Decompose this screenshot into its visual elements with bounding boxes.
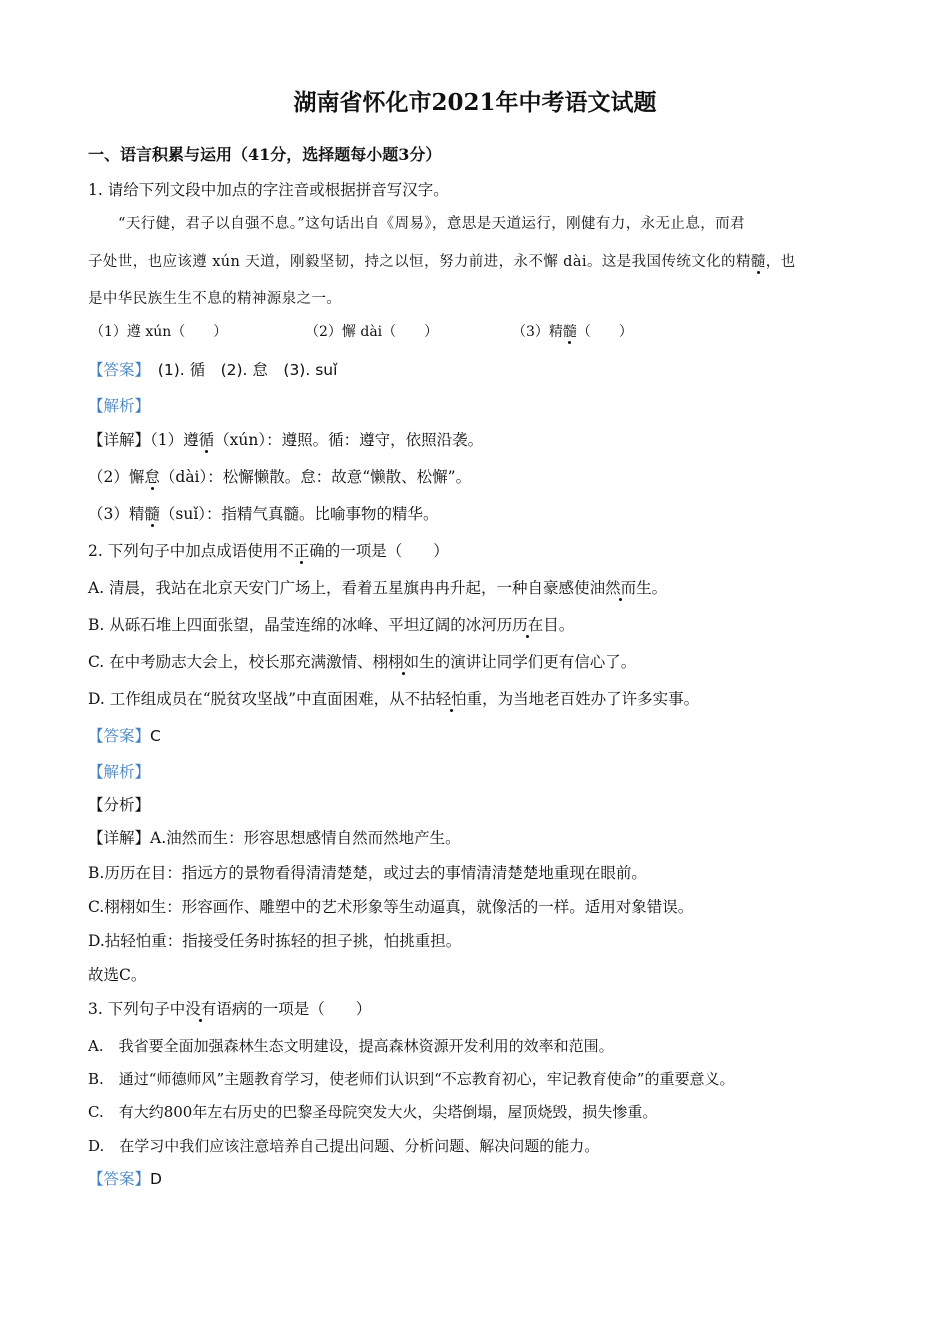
item-text: （3）精	[512, 324, 563, 340]
detail-text: 【详解】（1）遵	[88, 431, 199, 449]
q1-passage-line-2	[88, 252, 796, 272]
q2-stem	[88, 541, 449, 561]
dotted-phrase: 栩栩如生	[372, 653, 435, 671]
option-text: B. 从砾石堆上四面张望，晶莹连绵的冰峰、平坦辽阔的冰河	[88, 616, 497, 634]
option-text: 。	[651, 579, 668, 597]
q1-item-3	[512, 322, 633, 342]
q1-detail-1	[88, 430, 483, 450]
q2-option-a	[88, 578, 667, 598]
dotted-char: 髓	[562, 324, 577, 340]
option-text: 的演讲让同学们更有信心了。	[434, 653, 637, 671]
q3-option-d: D. 在学习中我们应该注意培养自己提出问题、分析问题、解决问题的能力。	[88, 1137, 600, 1155]
q3-option-a: A. 我省要全面加强森林生态文明建设，提高森林资源开发利用的效率和范围。	[88, 1037, 614, 1055]
q2-option-d	[88, 689, 699, 709]
dotted-phrase: 没有	[185, 1000, 217, 1018]
item-text: （ ）	[576, 324, 633, 340]
section-heading: 一、语言积累与运用（41分，选择题每小题3分）	[88, 145, 442, 164]
q2-option-c	[88, 652, 636, 672]
q1-item-1: （1）遵 xún（ ）	[90, 324, 228, 340]
dotted-char: 髓	[144, 505, 160, 523]
detail-text: （3）精	[88, 505, 145, 523]
q2-detail-d: D.拈轻怕重：指接受任务时拣轻的担子挑，怕挑重担。	[88, 932, 462, 950]
dotted-phrase: 油然而生	[589, 579, 652, 597]
option-text: D. 工作组成员在“脱贫攻坚战”中直面困难，从不	[88, 690, 421, 708]
passage-text: 子处世，也应该遵 xún 天道，刚毅坚韧，持之以恒，努力前进，永不懈 dài。这是我国传统文化的精	[88, 254, 751, 270]
q1-answer	[88, 360, 337, 380]
q3-option-c: C. 有大约800年左右历史的巴黎圣母院突发大火，尖塔倒塌，屋顶烧毁，损失惨重。	[88, 1103, 658, 1121]
q2-fenxi: 【分析】	[88, 796, 151, 814]
q3-answer	[88, 1169, 162, 1189]
detail-text: （xún）：遵照。循：遵守，依照沿袭。	[214, 431, 484, 449]
dotted-char: 髓	[750, 254, 766, 270]
detail-text: （suǐ）：指精气真髓。比喻事物的精华。	[159, 505, 439, 523]
stem-text: 2. 下列句子中加点成语使用	[88, 542, 279, 560]
q1-detail-3	[88, 504, 439, 524]
passage-text: ，也	[765, 254, 796, 270]
q3-stem	[88, 999, 371, 1019]
option-text: A. 清晨，我站在北京天安门广场上，看着五星旗冉冉升起，一种自豪感使	[88, 579, 590, 597]
option-text: 。	[558, 616, 575, 634]
dotted-char: 怠	[144, 468, 160, 486]
q1-detail-2	[88, 467, 471, 487]
q2-conclusion: 故选C。	[88, 966, 147, 984]
dotted-phrase: 拈轻怕重	[420, 690, 483, 708]
answer-value: C	[150, 727, 161, 745]
detail-text: （dài）：松懈懒散。怠：故意“懒散、松懈”。	[159, 468, 472, 486]
answer-value: (1). 循 (2). 怠 (3). suǐ	[157, 361, 338, 379]
stem-text: 的一项是（ ）	[324, 542, 449, 560]
page-title: 湖南省怀化市2021年中考语文试题	[293, 89, 657, 116]
q1-analysis-tag: 【解析】	[88, 397, 151, 415]
q2-detail-c: C.栩栩如生：形容画作、雕塑中的艺术形象等生动逼真，就像活的一样。适用对象错误。	[88, 898, 694, 916]
q2-detail-a: 【详解】A.油然而生：形容思想感情自然而然地产生。	[88, 829, 461, 847]
q3-option-b: B. 通过“师德师风”主题教育学习，使老师们认识到“不忘教育初心，牢记教育使命”的重要意义。	[88, 1070, 735, 1088]
q1-passage-line-1: “天行健，君子以自强不息。”这句话出自《周易》，意思是天道运行，刚健有力，永无止息，而君	[118, 216, 745, 232]
answer-value: D	[150, 1170, 162, 1188]
dotted-phrase: 历历在目	[496, 616, 559, 634]
detail-text: （2）懈	[88, 468, 145, 486]
answer-tag: 【答案】	[88, 361, 143, 379]
stem-text: 3. 下列句子中	[88, 1000, 186, 1018]
option-text: C. 在中考励志大会上，校长那充满激情、	[88, 653, 373, 671]
dotted-char: 循	[198, 431, 215, 449]
q1-stem: 1. 请给下列文段中加点的字注音或根据拼音写汉字。	[88, 181, 449, 199]
q2-detail-b: B.历历在目：指远方的景物看得清清楚楚，或过去的事情清清楚楚地重现在眼前。	[88, 864, 647, 882]
answer-tag: 【答案】	[88, 1170, 151, 1188]
option-text: ，为当地老百姓办了许多实事。	[482, 690, 700, 708]
q1-passage-line-3: 是中华民族生生不息的精神源泉之一。	[88, 291, 342, 307]
stem-text: 语病的一项是（ ）	[216, 1000, 372, 1018]
answer-tag: 【答案】	[88, 727, 151, 745]
q2-answer	[88, 726, 161, 746]
dotted-phrase: 不正确	[278, 542, 325, 560]
q2-option-b	[88, 615, 574, 635]
q2-analysis-tag: 【解析】	[88, 763, 151, 781]
q1-item-2: （2）懈 dài（ ）	[305, 324, 439, 340]
